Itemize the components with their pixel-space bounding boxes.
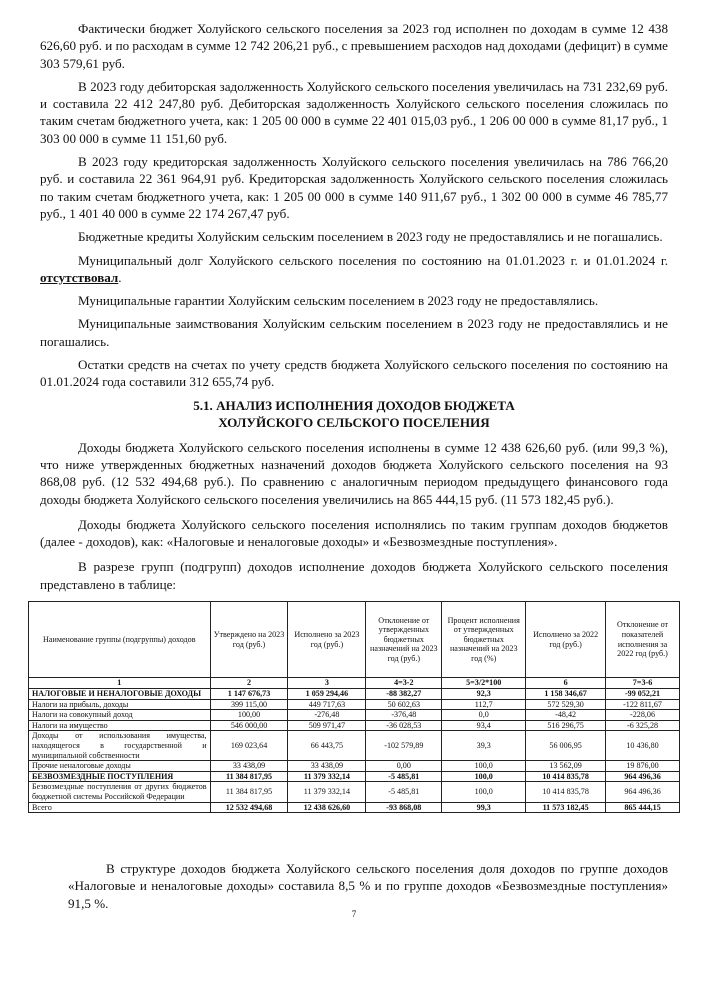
header-deviation-2022: Отклонение от показателей исполнения за 2022 год (руб.) [606, 602, 680, 678]
table-row: Прочие неналоговые доходы 33 438,09 33 438,09 0,00 100,0 13 562,09 19 876,00 [29, 761, 680, 772]
paragraph-table-intro: В разрезе групп (подгрупп) доходов исполнение доходов бюджета Холуйского сельского поселения представлено в таблице: [40, 559, 668, 592]
table-row: Доходы от использования имущества, находящегося в государственной и муниципальной собственности 169 023,64 66 443,75 -102 579,89 39,3 56 006,95 10 436,80 [29, 731, 680, 761]
header-group-name: Наименование группы (подгруппы) доходов [29, 602, 211, 678]
paragraph-budget-execution: Фактически бюджет Холуйского сельского поселения за 2023 год исполнен по доходам в сумме 12 438 626,60 руб. и по расходам в сумме 12 742 206,21 руб., с превышением расходов над доходами (дефицит) в сумме 303 579,61 руб. [40, 21, 668, 71]
table-row: Налоги на имущество 546 000,00 509 971,47 -36 028,53 93,4 516 296,75 -6 325,28 [29, 720, 680, 731]
paragraph-payables: В 2023 году кредиторская задолженность Холуйского сельского поселения увеличилась на 786 766,20 руб. и составила 22 361 964,91 руб. Кредиторская задолженность Холуйского сельского поселения сложилась по таким счетам бюджетного учета, как: 1 205 00 000 в сумме 140 911,67 руб., 1 302 00 000 в сумме 46 785,77 руб., 1 401 40 000 в сумме 22 174 267,47 руб. [40, 154, 668, 221]
header-executed-2022: Исполнено за 2022 год (руб.) [526, 602, 606, 678]
table-row: Безвозмездные поступления от других бюджетов бюджетной системы Российской Федерации 11 384 817,95 11 379 332,14 -5 485,81 100,0 10 414 835,78 964 496,36 [29, 782, 680, 802]
table-row: БЕЗВОЗМЕЗДНЫЕ ПОСТУПЛЕНИЯ 11 384 817,95 11 379 332,14 -5 485,81 100,0 10 414 835,78 964 496,36 [29, 771, 680, 782]
table-row: НАЛОГОВЫЕ И НЕНАЛОГОВЫЕ ДОХОДЫ 1 147 676,73 1 059 294,46 -88 382,27 92,3 1 158 346,67 -99 052,21 [29, 689, 680, 700]
paragraph-municipal-debt: Муниципальный долг Холуйского сельского поселения по состоянию на 01.01.2023 г. и 01.01.2024 г. отсутствовал. [40, 252, 668, 285]
header-percent: Процент исполнения от утвержденных бюджетных назначений на 2023 год (%) [442, 602, 526, 678]
table-index-row: 1 2 3 4=3-2 5=3/2*100 6 7=3-6 [29, 678, 680, 689]
table-row: Налоги на прибыль, доходы 399 115,00 449 717,63 50 602,63 112,7 572 529,30 -122 811,67 [29, 699, 680, 710]
section-heading: 5.1. АНАЛИЗ ИСПОЛНЕНИЯ ДОХОДОВ БЮДЖЕТА ХОЛУЙСКОГО СЕЛЬСКОГО ПОСЕЛЕНИЯ [193, 397, 515, 430]
header-deviation-plan: Отклонение от утвержденных бюджетных назначений на 2023 год (руб.) [366, 602, 442, 678]
income-table [28, 601, 680, 813]
table-row-total: Всего 12 532 494,68 12 438 626,60 -93 868,08 99,3 11 573 182,45 865 444,15 [29, 802, 680, 813]
paragraph-income-summary: Доходы бюджета Холуйского сельского поселения исполнены в сумме 12 438 626,60 руб. (или 99,3 %), что ниже утвержденных бюджетных назначений доходов бюджета Холуйского сельского поселения на 93 868,08 руб. (12 532 494,68 руб.). По сравнению с аналогичным периодом предыдущего финансового года доходы бюджета Холуйского сельского поселения увеличились на 865 444,15 руб. (11 573 182,45 руб.). [40, 439, 668, 507]
debt-status: отсутствовал [40, 269, 119, 285]
header-approved-2023: Утверждено на 2023 год (руб.) [210, 602, 288, 678]
paragraph-borrowings: Муниципальные заимствования Холуйским сельским поселением в 2023 году не предоставлялись и не погашались. [40, 316, 668, 349]
paragraph-receivables: В 2023 году дебиторская задолженность Холуйского сельского поселения увеличилась на 731 232,69 руб. и составила 22 412 247,80 руб. Дебиторская задолженность Холуйского сельского поселения сложилась по таким счетам бюджетного учета, как: 1 205 00 000 в сумме 22 401 015,03 руб., 1 206 00 000 в сумме 81,17 руб., 1 303 00 000 в сумме 11 151,60 руб. [40, 78, 668, 146]
table-header-row [29, 602, 680, 678]
table-row: Налоги на совокупный доход 100,00 -276,48 -376,48 0,0 -48,42 -228,06 [29, 710, 680, 721]
page-number: 7 [351, 909, 357, 919]
paragraph-guarantees: Муниципальные гарантии Холуйским сельским поселением в 2023 году не предоставлялись. [78, 293, 599, 309]
paragraph-income-groups: Доходы бюджета Холуйского сельского поселения исполнялись по таким группам доходов бюджетов (далее - доходов), как: «Налоговые и неналоговые доходы» и «Безвозмездные поступления». [40, 516, 668, 550]
paragraph-income-structure: В структуре доходов бюджета Холуйского сельского поселения доля доходов по группе доходов «Налоговые и неналоговые доходы» составила 8,5 % и по группе доходов «Безвозмездные поступления» 91,5 %. [68, 861, 668, 911]
body-text [40, 20, 668, 599]
paragraph-budget-credits: Бюджетные кредиты Холуйским сельским поселением в 2023 году не предоставлялись и не погашались. [78, 229, 663, 245]
paragraph-balances: Остатки средств на счетах по учету средств бюджета Холуйского сельского поселения по состоянию на 01.01.2024 года составили 312 655,74 руб. [40, 357, 668, 390]
header-executed-2023: Исполнено за 2023 год (руб.) [288, 602, 366, 678]
